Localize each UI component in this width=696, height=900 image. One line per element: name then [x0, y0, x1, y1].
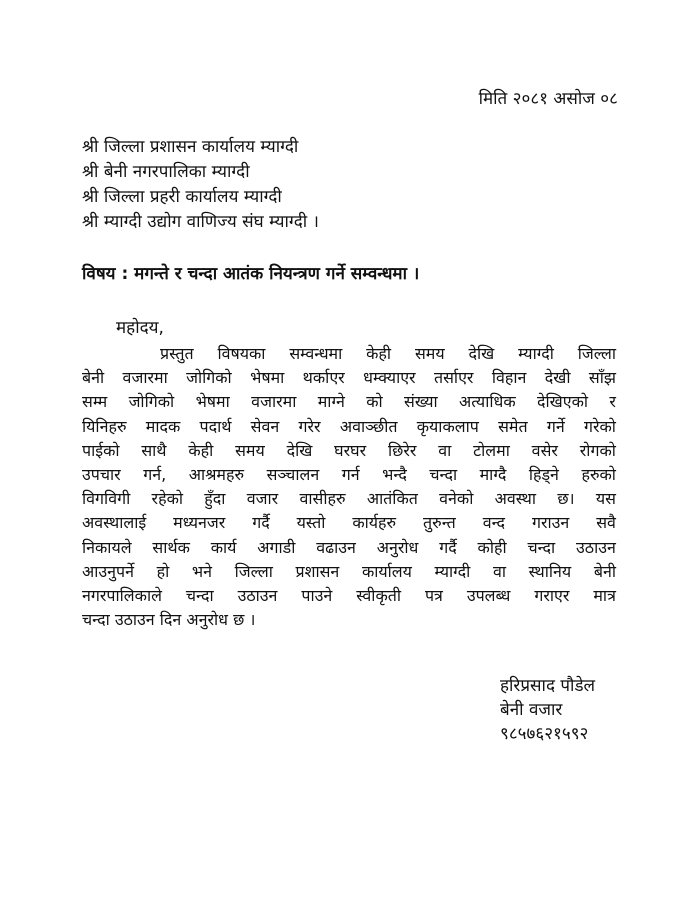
recipient-line: श्री म्याग्दी उद्योग वाणिज्य संघ म्याग्दी ।: [82, 212, 319, 232]
body-line: अवस्थालाई मध्यनजर गर्दै यस्तो कार्यहरु तुरुन्त वन्द गराउन सवै: [82, 513, 616, 533]
recipient-line: श्री जिल्ला प्रहरी कार्यालय म्याग्दी: [82, 187, 282, 207]
recipients-block: [82, 135, 319, 235]
signatory-name: हरिप्रसाद पौडेल: [500, 676, 596, 696]
recipient-line: श्री बेनी नगरपालिका म्याग्दी: [82, 162, 250, 182]
letter-date: मिति २०८१ असोज ०८: [478, 89, 618, 109]
body-line: पाईको साथै केही समय देखि घरघर छिरेर वा टोलमा वसेर रोगको: [82, 440, 616, 460]
body-line: विगविगी रहेको हुँदा वजार वासीहरु आतंकित वनेको अवस्था छ। यस: [82, 489, 616, 509]
body-line: आउनुपर्ने हो भने जिल्ला प्रशासन कार्यालय म्याग्दी वा स्थानिय बेनी: [82, 561, 616, 581]
signatory-phone: ९८५७६२१५९२: [500, 724, 589, 744]
body-line: सम्म जोगिको भेषमा वजारमा माग्ने को संख्या अत्याधिक देखिएको र: [82, 392, 616, 412]
body-line: यिनिहरु मादक पदार्थ सेवन गरेर अवाञ्छीत कृयाकलाप समेत गर्ने गरेको: [82, 416, 616, 436]
body-line: निकायले सार्थक कार्य अगाडी वढाउन अनुरोध गर्दै कोही चन्दा उठाउन: [82, 537, 616, 557]
recipient-line: श्री जिल्ला प्रशासन कार्यालय म्याग्दी: [82, 137, 299, 157]
salutation: महोदय,: [116, 318, 164, 338]
body-line: प्रस्तुत विषयका सम्वन्धमा केही समय देखि म्याग्दी जिल्ला: [160, 344, 616, 363]
signature-block: [500, 674, 595, 746]
body-line: चन्दा उठाउन दिन अनुरोध छ ।: [82, 610, 256, 630]
body-line: नगरपालिकाले चन्दा उठाउन पाउने स्वीकृती पत्र उपलब्ध गराएर मात्र: [82, 586, 616, 606]
signatory-place: बेनी वजार: [500, 700, 563, 720]
letter-body: [82, 342, 616, 632]
body-line: उपचार गर्न, आश्रमहरु सञ्चालन गर्न भन्दै चन्दा माग्दै हिड्ने हरुको: [82, 465, 616, 485]
body-line: बेनी वजारमा जोगिको भेषमा थर्काएर धम्क्याएर तर्साएर विहान देखी साँझ: [82, 368, 616, 388]
letter-subject: विषय : मगन्ते र चन्दा आतंक नियन्त्रण गर्ने सम्वन्धमा ।: [82, 264, 420, 284]
